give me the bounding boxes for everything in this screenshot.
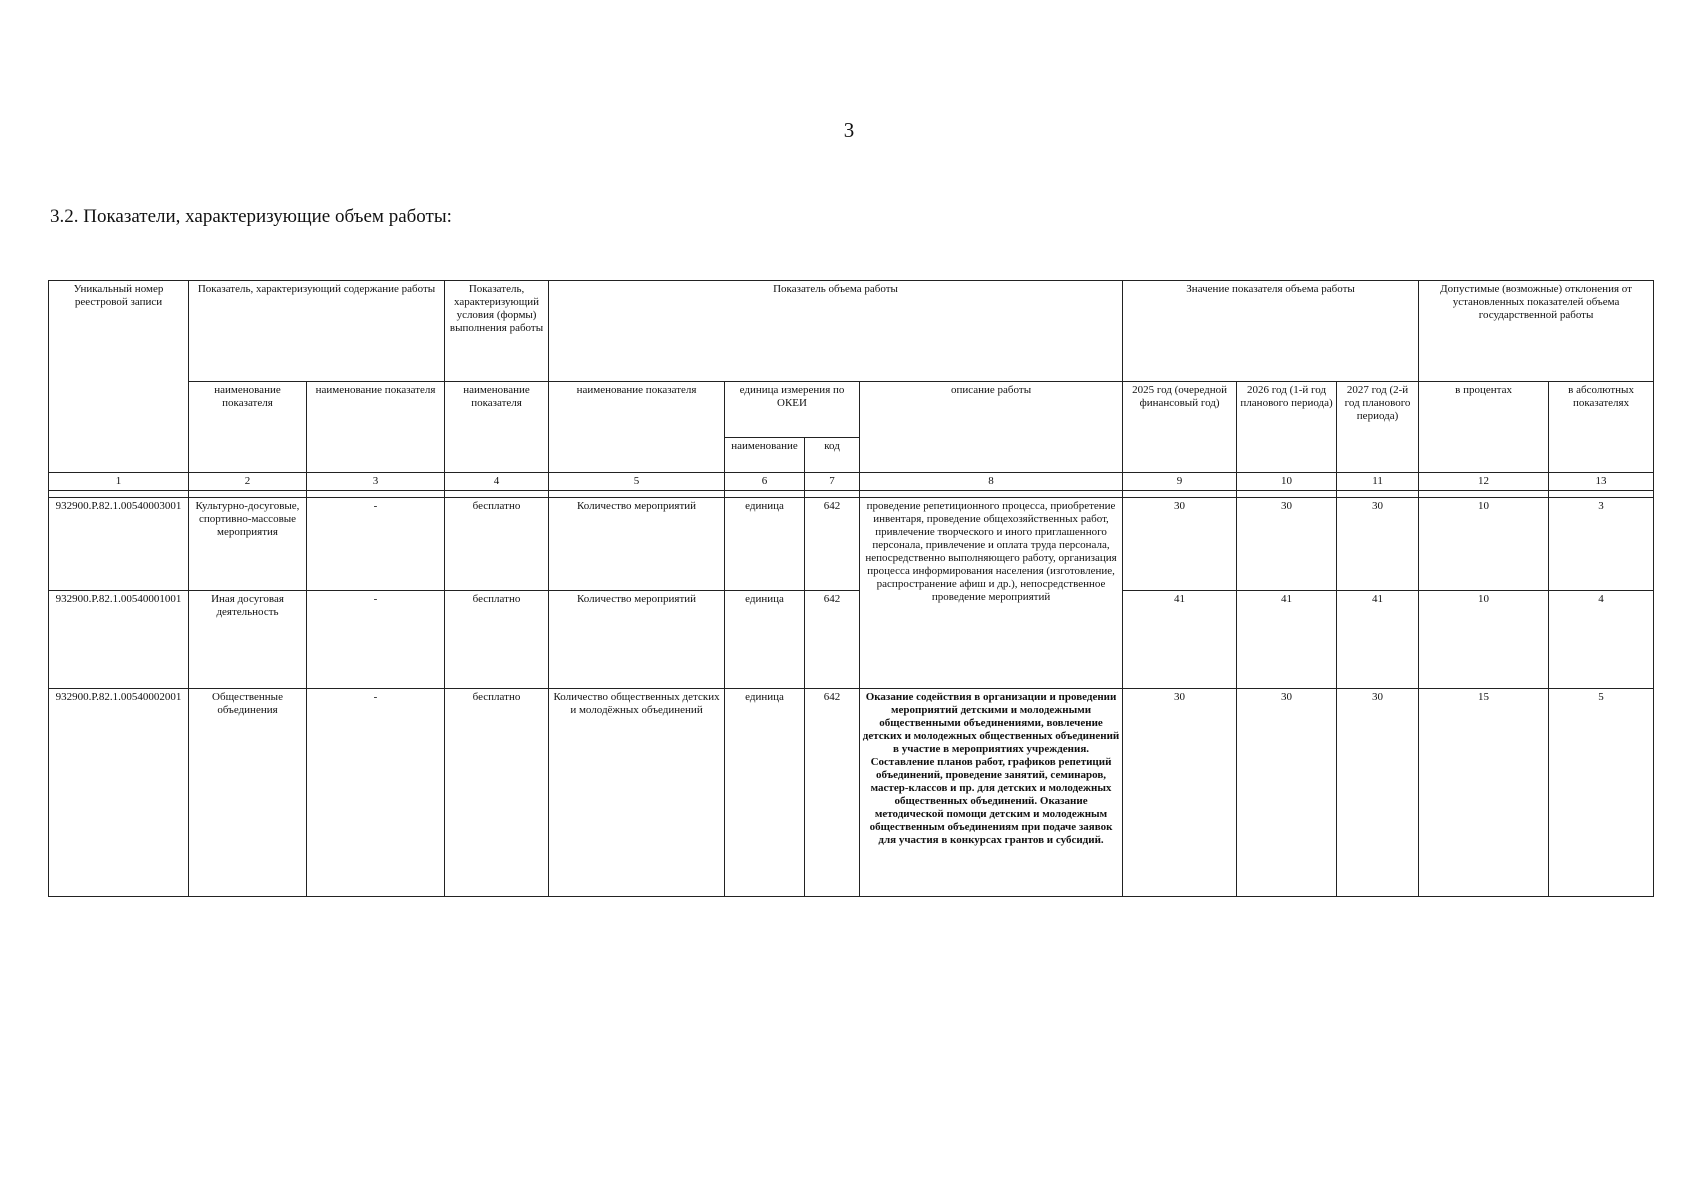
table-row [49, 688, 1654, 896]
deviation-percent: 15 [1419, 688, 1549, 896]
condition-name: бесплатно [445, 688, 549, 896]
column-number: 3 [307, 473, 445, 491]
value-2025: 41 [1123, 590, 1237, 688]
table-row [49, 590, 1654, 688]
value-2027: 41 [1337, 590, 1419, 688]
content-name-2: - [307, 590, 445, 688]
column-number: 7 [805, 473, 860, 491]
deviation-percent: 10 [1419, 497, 1549, 590]
header-volume-value: Значение показателя объема работы [1123, 281, 1419, 382]
unit-name: единица [725, 497, 805, 590]
header-content-indicator: Показатель, характеризующий содержание работы [189, 281, 445, 382]
content-name: Культурно-досуговые, спортивно-массовые мероприятия [189, 497, 307, 590]
condition-name: бесплатно [445, 497, 549, 590]
deviation-absolute: 5 [1549, 688, 1654, 896]
condition-name: бесплатно [445, 590, 549, 688]
volume-indicators-table [48, 280, 1654, 897]
value-2026: 30 [1237, 497, 1337, 590]
column-number: 10 [1237, 473, 1337, 491]
header-unique-number: Уникальный номер реестровой записи [49, 281, 189, 473]
indicator-name: Количество мероприятий [549, 590, 725, 688]
indicator-name: Количество мероприятий [549, 497, 725, 590]
unit-code: 642 [805, 688, 860, 896]
page-number: 3 [843, 118, 855, 142]
column-number: 6 [725, 473, 805, 491]
deviation-absolute: 4 [1549, 590, 1654, 688]
column-number: 12 [1419, 473, 1549, 491]
header-content-name-2: наименование показателя [307, 382, 445, 473]
deviation-percent: 10 [1419, 590, 1549, 688]
indicator-name: Количество общественных детских и молодёжных объединений [549, 688, 725, 896]
content-name: Общественные объединения [189, 688, 307, 896]
content-name: Иная досуговая деятельность [189, 590, 307, 688]
column-number-row [49, 473, 1654, 491]
header-okei-code: код [805, 438, 860, 473]
section-title: 3.2. Показатели, характеризующие объем работы: [50, 206, 452, 227]
value-2027: 30 [1337, 497, 1419, 590]
unit-name: единица [725, 590, 805, 688]
unit-code: 642 [805, 497, 860, 590]
column-number: 2 [189, 473, 307, 491]
registry-number: 932900.Р.82.1.00540003001 [49, 497, 189, 590]
value-2025: 30 [1123, 497, 1237, 590]
deviation-absolute: 3 [1549, 497, 1654, 590]
content-name-2: - [307, 688, 445, 896]
header-volume-name: наименование показателя [549, 382, 725, 473]
value-2027: 30 [1337, 688, 1419, 896]
value-2026: 41 [1237, 590, 1337, 688]
column-number: 4 [445, 473, 549, 491]
column-number: 5 [549, 473, 725, 491]
value-2026: 30 [1237, 688, 1337, 896]
content-name-2: - [307, 497, 445, 590]
registry-number: 932900.Р.82.1.00540001001 [49, 590, 189, 688]
header-year-2026: 2026 год (1-й год планового периода) [1237, 382, 1337, 473]
header-okei-unit: единица измерения по ОКЕИ [725, 382, 860, 438]
work-description-third: Оказание содействия в организации и проведении мероприятий детскими и молодежными общественными объединениями, вовлечение детских и молодежных общественных объединений в участие в мероприятиях учреждения. Составление планов работ, графиков репетиций объединений, проведение занятий, семинаров, мастер-классов и пр. для детских и молодежных общественных объединений. Оказание методической помощи детским и молодежным общественным объединениям при подаче заявок для участия в конкурсах грантов и субсидий. [860, 688, 1123, 896]
table-row [49, 497, 1654, 590]
column-number: 11 [1337, 473, 1419, 491]
value-2025: 30 [1123, 688, 1237, 896]
header-in-absolute: в абсолютных показателях [1549, 382, 1654, 473]
header-volume-indicator: Показатель объема работы [549, 281, 1123, 382]
header-condition-indicator: Показатель, характеризующий условия (формы) выполнения работы [445, 281, 549, 382]
header-condition-name: наименование показателя [445, 382, 549, 473]
header-year-2027: 2027 год (2-й год планового периода) [1337, 382, 1419, 473]
header-content-name: наименование показателя [189, 382, 307, 473]
header-deviations: Допустимые (возможные) отклонения от установленных показателей объема государственной работы [1419, 281, 1654, 382]
column-number: 1 [49, 473, 189, 491]
unit-code: 642 [805, 590, 860, 688]
work-description: проведение репетиционного процесса, приобретение инвентаря, проведение общехозяйственных работ, привлечение творческого и иного приглашенного персонала, привлечение и оплата труда персонала, непосредственно выполняющего работу, организация процесса информирования населения (изготовление, распространение афиш и др.), непосредственное проведение мероприятий [860, 497, 1123, 688]
column-number: 8 [860, 473, 1123, 491]
header-in-percent: в процентах [1419, 382, 1549, 473]
registry-number: 932900.Р.82.1.00540002001 [49, 688, 189, 896]
column-number: 13 [1549, 473, 1654, 491]
header-year-2025: 2025 год (очередной финансовый год) [1123, 382, 1237, 473]
column-number: 9 [1123, 473, 1237, 491]
unit-name: единица [725, 688, 805, 896]
header-okei-name: наименование [725, 438, 805, 473]
header-work-description: описание работы [860, 382, 1123, 473]
